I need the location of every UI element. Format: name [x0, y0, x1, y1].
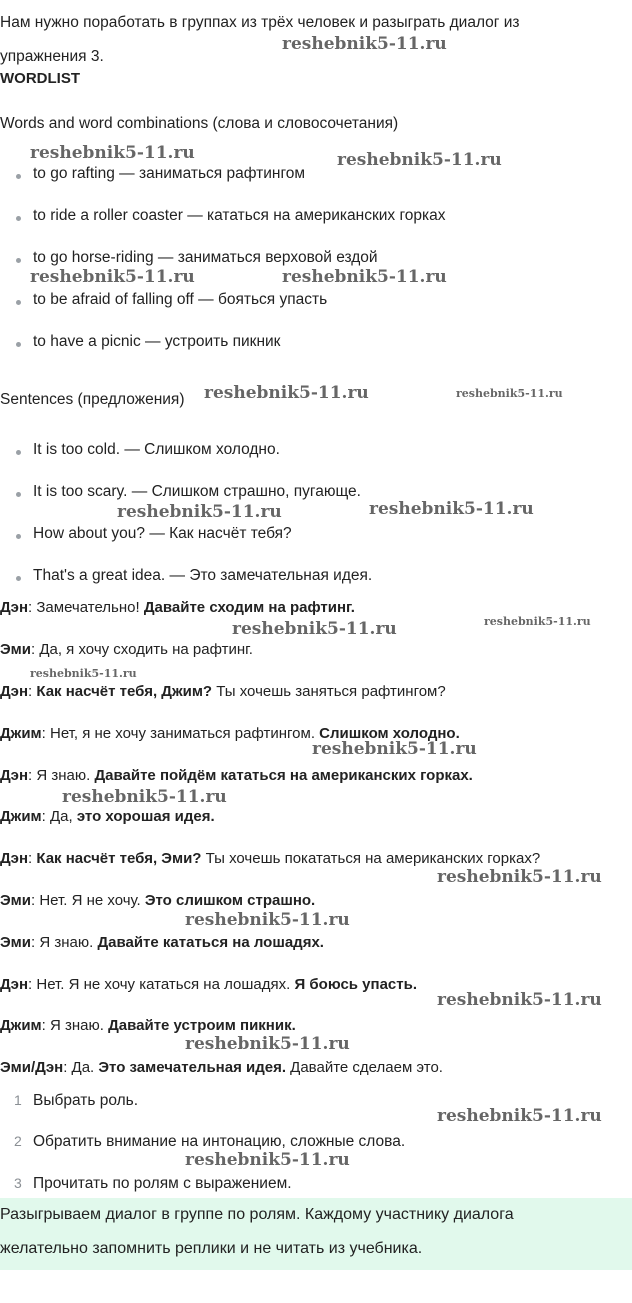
list-item: to be afraid of falling off — бояться упасть: [0, 291, 327, 309]
watermark: reshebnik5-11.ru: [30, 267, 195, 287]
speaker-separator: :: [28, 850, 37, 867]
speaker-separator: :: [63, 1059, 72, 1076]
watermark: reshebnik5-11.ru: [232, 619, 397, 639]
dialogue-text: Давайте сделаем это.: [286, 1059, 443, 1076]
watermark: reshebnik5-11.ru: [62, 787, 227, 807]
speaker-name: Джим: [0, 725, 42, 742]
list-item: It is too scary. — Слишком страшно, пугающе.: [0, 483, 361, 501]
watermark: reshebnik5-11.ru: [117, 502, 282, 522]
step-number: 2: [14, 1133, 22, 1149]
watermark: reshebnik5-11.ru: [484, 615, 591, 628]
dialogue-bold-text: Слишком холодно.: [319, 725, 460, 742]
list-item: to have a picnic — устроить пикник: [0, 333, 280, 351]
watermark: reshebnik5-11.ru: [185, 1034, 350, 1054]
watermark: reshebnik5-11.ru: [185, 1150, 350, 1170]
dialogue-bold-text: Давайте кататься на лошадях.: [97, 934, 324, 951]
watermark: reshebnik5-11.ru: [282, 267, 447, 287]
dialogue-bold-text: Как насчёт тебя, Эми?: [36, 850, 202, 867]
dialogue-bold-text: Это слишком страшно.: [144, 892, 316, 909]
step-item: [0, 1092, 138, 1110]
speaker-name: Джим: [0, 808, 42, 825]
list-item: How about you? — Как насчёт тебя?: [0, 525, 292, 543]
watermark: reshebnik5-11.ru: [282, 34, 447, 54]
watermark: reshebnik5-11.ru: [369, 499, 534, 519]
dialogue-line: [0, 892, 315, 909]
speaker-separator: :: [31, 641, 40, 658]
watermark: reshebnik5-11.ru: [437, 1106, 602, 1126]
dialogue-text: Я знаю.: [39, 934, 98, 951]
speaker-name: Эми/Дэн: [0, 1059, 64, 1076]
dialogue-line: [0, 850, 540, 867]
speaker-separator: :: [31, 892, 40, 909]
words-heading: Words and word combinations (слова и словосочетания): [0, 115, 399, 132]
speaker-name: Джим: [0, 1017, 42, 1034]
step-number: 3: [14, 1175, 22, 1191]
dialogue-line: [0, 934, 324, 951]
callout-line-2: желательно запомнить реплики и не читать из учебника.: [0, 1240, 423, 1257]
dialogue-text: Я знаю.: [36, 767, 95, 784]
speaker-separator: :: [28, 767, 37, 784]
dialogue-text: Нет. Я не хочу кататься на лошадях.: [36, 976, 295, 993]
watermark: reshebnik5-11.ru: [437, 867, 602, 887]
speaker-name: Дэн: [0, 683, 29, 700]
list-item: to go horse-riding — заниматься верховой ездой: [0, 249, 378, 267]
dialogue-text: Замечательно!: [36, 599, 144, 616]
speaker-separator: :: [41, 808, 50, 825]
speaker-separator: :: [31, 934, 40, 951]
dialogue-bold-text: это хорошая идея.: [76, 808, 215, 825]
dialogue-line: [0, 767, 473, 784]
dialogue-text: Ты хочешь покататься на американских горках?: [201, 850, 541, 867]
speaker-separator: :: [41, 725, 50, 742]
dialogue-line: [0, 1017, 296, 1034]
dialogue-line: [0, 683, 446, 700]
speaker-name: Дэн: [0, 850, 29, 867]
dialogue-bold-text: Давайте пойдём кататься на американских горках.: [94, 767, 473, 784]
wordlist-heading: WORDLIST: [0, 70, 80, 87]
watermark: reshebnik5-11.ru: [312, 739, 477, 759]
step-text: Выбрать роль.: [33, 1092, 139, 1109]
list-item: It is too cold. — Слишком холодно.: [0, 441, 280, 459]
step-text: Обратить внимание на интонацию, сложные слова.: [33, 1133, 406, 1150]
step-item: [0, 1133, 405, 1151]
watermark: reshebnik5-11.ru: [30, 143, 195, 163]
sentences-heading: Sentences (предложения): [0, 391, 185, 408]
dialogue-text: Да.: [71, 1059, 99, 1076]
callout-box: [0, 1198, 632, 1270]
dialogue-text: Да, я хочу сходить на рафтинг.: [39, 641, 253, 658]
watermark: reshebnik5-11.ru: [337, 150, 502, 170]
step-text: Прочитать по ролям с выражением.: [33, 1175, 292, 1192]
dialogue-text: Нет. Я не хочу.: [39, 892, 145, 909]
callout-line-1: Разыгрываем диалог в группе по ролям. Каждому участнику диалога: [0, 1206, 514, 1223]
dialogue-bold-text: Давайте сходим на рафтинг.: [143, 599, 355, 616]
list-item: to go rafting — заниматься рафтингом: [0, 165, 305, 183]
speaker-name: Дэн: [0, 767, 29, 784]
dialogue-bold-text: Давайте устроим пикник.: [108, 1017, 296, 1034]
speaker-separator: :: [28, 683, 37, 700]
intro-line-2: упражнения 3.: [0, 48, 104, 65]
dialogue-bold-text: Как насчёт тебя, Джим?: [36, 683, 213, 700]
dialogue-text: Да,: [49, 808, 77, 825]
speaker-separator: :: [41, 1017, 50, 1034]
intro-line-1: Нам нужно поработать в группах из трёх человек и разыграть диалог из: [0, 14, 520, 31]
watermark: reshebnik5-11.ru: [456, 387, 563, 400]
dialogue-line: [0, 976, 417, 993]
watermark: reshebnik5-11.ru: [204, 383, 369, 403]
step-number: 1: [14, 1092, 22, 1108]
dialogue-line: [0, 641, 253, 658]
dialogue-bold-text: Это замечательная идея.: [98, 1059, 287, 1076]
step-item: [0, 1175, 292, 1193]
dialogue-line: [0, 808, 215, 825]
dialogue-text: Ты хочешь заняться рафтингом?: [212, 683, 446, 700]
watermark: reshebnik5-11.ru: [437, 990, 602, 1010]
watermark: reshebnik5-11.ru: [185, 910, 350, 930]
dialogue-line: [0, 1059, 443, 1076]
list-item: That's a great idea. — Это замечательная идея.: [0, 567, 372, 585]
speaker-separator: :: [28, 599, 37, 616]
watermark: reshebnik5-11.ru: [30, 667, 137, 680]
speaker-name: Эми: [0, 641, 31, 658]
speaker-name: Эми: [0, 934, 31, 951]
dialogue-text: Я знаю.: [49, 1017, 109, 1034]
dialogue-bold-text: Я боюсь упасть.: [294, 976, 417, 993]
list-item: to ride a roller coaster — кататься на американских горках: [0, 207, 446, 225]
speaker-separator: :: [28, 976, 37, 993]
speaker-name: Дэн: [0, 599, 29, 616]
speaker-name: Дэн: [0, 976, 29, 993]
speaker-name: Эми: [0, 892, 31, 909]
dialogue-text: Нет, я не хочу заниматься рафтингом.: [49, 725, 320, 742]
dialogue-line: [0, 599, 355, 616]
